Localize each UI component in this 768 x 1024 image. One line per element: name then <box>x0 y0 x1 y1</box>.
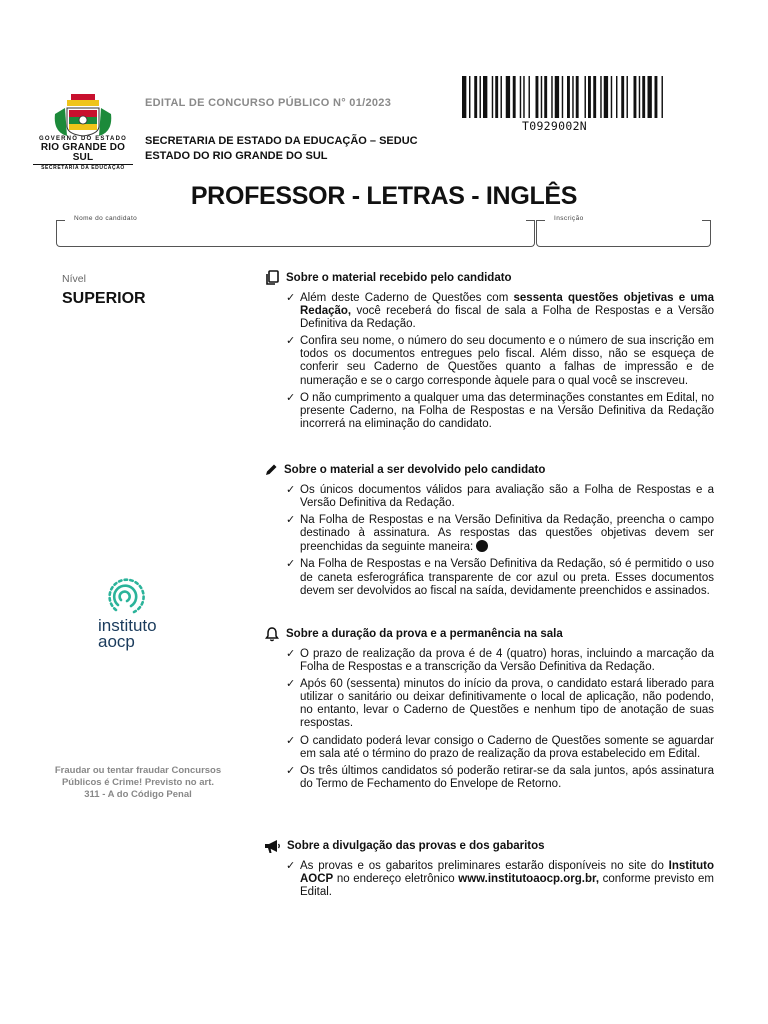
inscricao-label: Inscrição <box>551 215 587 222</box>
section-duracao-prova <box>264 626 714 795</box>
bell-icon <box>264 626 280 642</box>
item-text: Os três últimos candidatos só poderão retirar-se da sala juntos, após assinatura do Termo de Fechamento do Envelope de Retorno. <box>300 764 714 790</box>
edital-number: EDITAL DE CONCURSO PÚBLICO N° 01/2023 <box>145 97 392 109</box>
section-heading-text: Sobre o material a ser devolvido pelo candidato <box>284 464 546 476</box>
check-icon: ✓ <box>286 558 296 571</box>
item-text: Além deste Caderno de Questões com <box>300 292 514 304</box>
barcode-bar <box>483 76 487 118</box>
barcode-bar <box>627 76 628 118</box>
logo-line-1: instituto <box>98 616 157 635</box>
item-text: conforme previsto em Edital. <box>300 873 715 899</box>
check-icon: ✓ <box>286 648 296 660</box>
section-material-recebido <box>264 270 714 435</box>
list-item <box>264 514 714 554</box>
check-icon: ✓ <box>286 292 296 304</box>
barcode-bar <box>655 76 658 118</box>
check-icon: ✓ <box>286 734 296 747</box>
check-icon: ✓ <box>286 678 296 691</box>
item-text: O candidato poderá levar consigo o Caderno de Questões somente se aguardar em sala até o término do prazo de realização da prova estabelecido em Edital. <box>300 734 714 760</box>
barcode-bar <box>551 76 552 118</box>
barcode-bar <box>604 76 608 118</box>
barcode-bar <box>593 76 596 118</box>
barcode-bar <box>588 76 591 118</box>
nome-candidato-label: Nome do candidato <box>71 215 140 222</box>
section-divulgacao <box>264 838 714 903</box>
barcode-bar <box>523 76 524 118</box>
megaphone-icon <box>264 839 281 854</box>
barcode-bar <box>544 76 547 118</box>
item-text: O não cumprimento a qualquer uma das determinações constantes em Edital, no presente Caderno, na Folha de Respostas e na Versão Definitiva da Redação incorrerá na eliminação do candidato. <box>300 391 714 430</box>
barcode-bar <box>662 76 663 118</box>
barcode-bar <box>469 76 470 118</box>
barcode-bar <box>541 76 542 118</box>
section-material-devolvido <box>264 462 714 602</box>
pencil-icon <box>264 463 278 477</box>
barcode <box>462 76 719 118</box>
barcode-bar <box>495 76 498 118</box>
section-heading <box>264 462 714 478</box>
barcode-bar <box>639 76 640 118</box>
barcode-bar <box>501 76 502 118</box>
check-icon: ✓ <box>286 391 296 404</box>
barcode-bar <box>634 76 637 118</box>
barcode-bar <box>616 76 617 118</box>
item-text: você receberá do fiscal de sala a Folha de Respostas e a Versão Definitiva da Redação. <box>300 305 714 331</box>
item-text: Os únicos documentos válidos para avaliação são a Folha de Respostas e a Versão Definitiva da Redação. <box>300 484 714 510</box>
barcode-bar <box>600 76 601 118</box>
section-heading <box>264 626 714 642</box>
barcode-bar <box>520 76 521 118</box>
instituto-aocp-wordmark <box>98 618 157 650</box>
section-heading <box>264 838 714 854</box>
barcode-bar <box>513 76 516 118</box>
logo-line-2: aocp <box>98 632 135 651</box>
barcode-bar <box>462 76 466 118</box>
barcode-text: T0929002N <box>522 119 588 133</box>
check-icon: ✓ <box>286 764 296 777</box>
barcode-bar <box>572 76 573 118</box>
secretaria-line-1: SECRETARIA DE ESTADO DA EDUCAÇÃO – SEDUC <box>145 135 418 147</box>
barcode-bar <box>492 76 493 118</box>
barcode-bar <box>474 76 477 118</box>
crest-line-1: GOVERNO DO ESTADO <box>39 136 127 142</box>
item-bold-text: sessenta questões objetivas e uma Redação, <box>300 292 715 318</box>
barcode-bar <box>576 76 579 118</box>
copy-icon <box>264 270 280 286</box>
website-link[interactable]: www.institutoaocp.org.br, <box>458 873 600 886</box>
list-item <box>264 765 714 791</box>
secretaria-block <box>145 134 418 164</box>
crest-caption <box>33 136 133 171</box>
section-heading-text: Sobre o material recebido pelo candidato <box>286 272 512 284</box>
item-text: no endereço eletrônico <box>333 873 459 886</box>
section-heading-text: Sobre a divulgação das provas e dos gabaritos <box>287 840 545 852</box>
barcode-bar <box>506 76 510 118</box>
item-text: Na Folha de Respostas e na Versão Definitiva da Redação, preencha o campo destinado à assinatura. As respostas das questões objetivas devem ser preenchidas da seguinte maneira: <box>300 514 714 554</box>
section-heading-text: Sobre a duração da prova e a permanência na sala <box>286 628 563 640</box>
nome-candidato-field[interactable] <box>56 215 535 247</box>
check-icon: ✓ <box>286 860 296 872</box>
item-text: Na Folha de Respostas e na Versão Definitiva da Redação, só é permitido o uso de caneta esferográfica transparente de cor azul ou preta. Esses documentos devem ser devolvidos ao fiscal na saída, devidamente preenchidos e assinados. <box>300 558 714 597</box>
section-heading <box>264 270 714 286</box>
inscricao-field[interactable] <box>536 215 711 247</box>
check-icon: ✓ <box>286 484 296 496</box>
crest-line-2: RIO GRANDE DO SUL <box>40 142 126 163</box>
item-text: O prazo de realização da prova é de 4 (quatro) horas, incluindo a marcação da Folha de Respostas e a transcrição da Versão Definitiva da Redação. <box>300 648 714 674</box>
list-item <box>264 392 714 431</box>
crest-line-3: SECRETARIA DA EDUCAÇÃO <box>33 164 133 171</box>
item-bold-text: Instituto AOCP <box>300 860 714 886</box>
barcode-bar <box>562 76 563 118</box>
check-icon: ✓ <box>286 514 296 527</box>
barcode-bar <box>621 76 624 118</box>
list-item <box>264 678 714 730</box>
filled-bubble-icon <box>476 540 488 552</box>
list-item <box>264 484 714 510</box>
barcode-bar <box>555 76 559 118</box>
barcode-bar <box>480 76 481 118</box>
list-item <box>264 292 714 331</box>
list-item <box>264 335 714 387</box>
page-title: PROFESSOR - LETRAS - INGLÊS <box>190 182 578 210</box>
instituto-aocp-logo-icon <box>96 574 156 618</box>
barcode-bar <box>642 76 645 118</box>
nivel-value: SUPERIOR <box>62 290 146 307</box>
secretaria-line-2: ESTADO DO RIO GRANDE DO SUL <box>145 150 328 162</box>
list-item <box>264 860 714 899</box>
list-item <box>264 648 714 674</box>
nivel-label: Nível <box>62 273 86 285</box>
barcode-bar <box>536 76 539 118</box>
barcode-bar <box>585 76 586 118</box>
barcode-bar <box>567 76 570 118</box>
barcode-bar <box>648 76 652 118</box>
list-item <box>264 735 714 761</box>
fraud-warning: Fraudar ou tentar fraudar Concursos Públicos é Crime! Previsto no art. 311 - A do Código Penal <box>54 765 222 800</box>
item-text: Após 60 (sessenta) minutos do início da prova, o candidato estará liberado para utilizar o sanitário ou deixar definitivamente o local de aplicação, não podendo, no entanto, levar o Caderno de Questões e nenhum tipo de anotação de suas respostas. <box>300 678 714 730</box>
item-text: Confira seu nome, o número do seu documento e o número de sua inscrição em todos os documentos entregues pelo fiscal. Além disso, não se esqueça de conferir seu Caderno de Questões quanto a falhas de impressão e de numeração e se o cargo corresponde àquele para o qual você se inscreveu. <box>300 335 714 387</box>
barcode-bar <box>529 76 530 118</box>
item-text: As provas e os gabaritos preliminares estarão disponíveis no site do <box>300 860 669 872</box>
check-icon: ✓ <box>286 335 296 348</box>
list-item <box>264 558 714 597</box>
barcode-bar <box>611 76 612 118</box>
